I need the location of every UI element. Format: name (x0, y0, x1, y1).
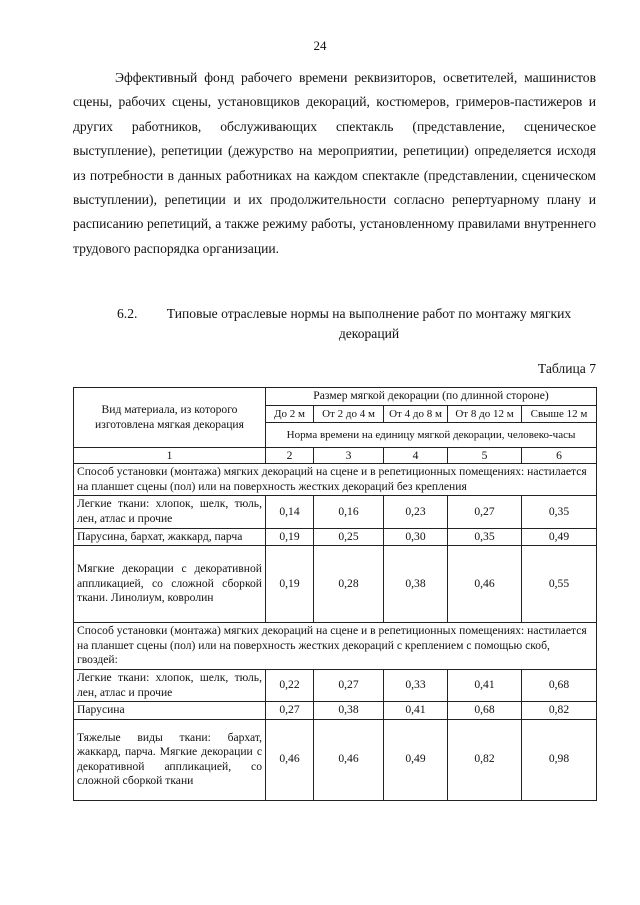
value-cell: 0,46 (266, 719, 314, 800)
value-cell: 0,46 (314, 719, 384, 800)
value-cell: 0,35 (522, 496, 597, 528)
column-number: 3 (314, 448, 384, 464)
value-cell: 0,41 (448, 669, 522, 701)
value-cell: 0,25 (314, 528, 384, 546)
value-cell: 0,28 (314, 546, 384, 623)
material-cell: Тяжелые виды ткани: бархат, жаккард, парча. Мягкие декорации с декоративной аппликацией, со сложной сборкой ткани (74, 719, 266, 800)
value-cell: 0,19 (266, 546, 314, 623)
header-norm: Норма времени на единицу мягкой декорации, человеко-часы (266, 423, 597, 448)
value-cell: 0,22 (266, 669, 314, 701)
column-number: 5 (448, 448, 522, 464)
header-material: Вид материала, из которого изготовлена мягкая декорация (74, 388, 266, 448)
value-cell: 0,35 (448, 528, 522, 546)
header-size-col: От 8 до 12 м (448, 405, 522, 423)
method-row: Способ установки (монтажа) мягких декораций на сцене и в репетиционных помещениях: настилается на планшет сцены (пол) или на поверхность жестких декораций без крепления (74, 464, 597, 496)
column-number: 4 (384, 448, 448, 464)
value-cell: 0,23 (384, 496, 448, 528)
value-cell: 0,38 (314, 702, 384, 720)
material-cell: Парусина, бархат, жаккард, парча (74, 528, 266, 546)
header-size-col: От 4 до 8 м (384, 405, 448, 423)
column-number: 2 (266, 448, 314, 464)
material-cell: Парусина (74, 702, 266, 720)
value-cell: 0,49 (522, 528, 597, 546)
material-cell: Легкие ткани: хлопок, шелк, тюль, лен, атлас и прочие (74, 496, 266, 528)
value-cell: 0,33 (384, 669, 448, 701)
value-cell: 0,68 (522, 669, 597, 701)
value-cell: 0,49 (384, 719, 448, 800)
material-cell: Мягкие декорации с декоративной аппликацией, со сложной сборкой ткани. Линолиум, ковролин (74, 546, 266, 623)
value-cell: 0,30 (384, 528, 448, 546)
value-cell: 0,82 (448, 719, 522, 800)
value-cell: 0,68 (448, 702, 522, 720)
norms-table (73, 387, 597, 801)
section-title: Типовые отраслевые нормы на выполнение работ по монтажу мягких декораций (166, 306, 572, 341)
value-cell: 0,41 (384, 702, 448, 720)
value-cell: 0,27 (266, 702, 314, 720)
table-caption: Таблица 7 (537, 361, 596, 376)
value-cell: 0,82 (522, 702, 597, 720)
value-cell: 0,38 (384, 546, 448, 623)
method-row: Способ установки (монтажа) мягких декораций на сцене и в репетиционных помещениях: настилается на планшет сцены (пол) или на поверхность жестких декораций с креплением с помощью скоб, гвоздей: (74, 623, 597, 670)
header-size-col: Свыше 12 м (522, 405, 597, 423)
value-cell: 0,55 (522, 546, 597, 623)
value-cell: 0,46 (448, 546, 522, 623)
value-cell: 0,19 (266, 528, 314, 546)
value-cell: 0,98 (522, 719, 597, 800)
value-cell: 0,27 (448, 496, 522, 528)
value-cell: 0,27 (314, 669, 384, 701)
material-cell: Легкие ткани: хлопок, шелк, тюль, лен, атлас и прочие (74, 669, 266, 701)
value-cell: 0,16 (314, 496, 384, 528)
header-size-col: До 2 м (266, 405, 314, 423)
page-number: 24 (313, 38, 327, 53)
header-size-group: Размер мягкой декорации (по длинной стороне) (266, 388, 597, 406)
column-number: 1 (74, 448, 266, 464)
body-paragraph: Эффективный фонд рабочего времени реквизиторов, осветителей, машинистов сцены, рабочих сцены, установщиков декораций, костюмеров, гримеров-пастижеров и других работников, обслуживающих спектакль (представление, сценическое выступление), репетиции (дежурство на мероприятии, репетиции) определяется исходя из потребности в данных работниках на каждом спектакле (представлении, сценическом выступлении), репетиции и их продолжительности согласно репертуарному плану и расписанию репетиций, а также режиму работы, установленному правилами внутреннего трудового распорядка организации. (73, 70, 596, 256)
value-cell: 0,14 (266, 496, 314, 528)
column-number: 6 (522, 448, 597, 464)
section-number: 6.2. (117, 306, 138, 321)
header-size-col: От 2 до 4 м (314, 405, 384, 423)
